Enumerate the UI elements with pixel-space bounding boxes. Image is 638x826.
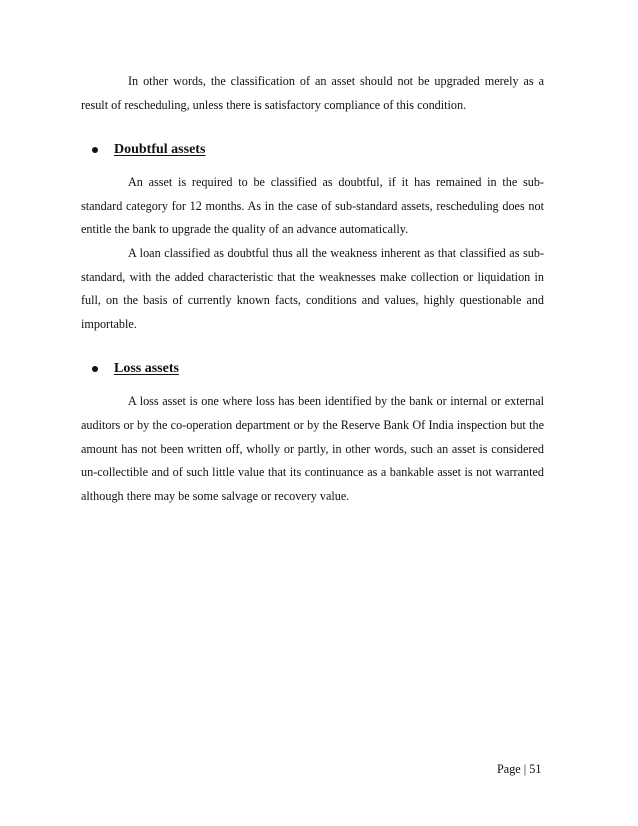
doubtful-paragraph-2: A loan classified as doubtful thus all the weakness inherent as that classified as sub-standard, with the added characteristic that the weaknesses make collection or liquidation in full, on the basis of currently known facts, conditions and values, highly questionable and importable. (81, 245, 544, 331)
doubtful-assets-title: Doubtful assets (114, 142, 206, 158)
page-number: Page | 51 (497, 762, 542, 776)
intro-paragraph: In other words, the classification of an asset should not be upgraded merely as a result of rescheduling, unless there is satisfactory compliance of this condition. (81, 74, 544, 112)
loss-assets-heading (81, 361, 544, 377)
bullet-icon (92, 147, 98, 153)
loss-paragraph-1: A loss asset is one where loss has been identified by the bank or internal or external auditors or by the co-operation department or by the Reserve Bank Of India inspection but the amount has not been written off, wholly or partly, in other words, such an asset is considered un-collectible and of such little value that its continuance as a bankable asset is not warranted although there may be some salvage or recovery value. (81, 394, 544, 503)
bullet-icon (92, 366, 98, 372)
page-body (81, 70, 544, 508)
doubtful-assets-heading (81, 142, 544, 158)
doubtful-paragraph-1: An asset is required to be classified as doubtful, if it has remained in the sub-standard category for 12 months. As in the case of sub-standard assets, rescheduling does not entitle the bank to upgrade the quality of an advance automatically. (81, 175, 544, 237)
loss-assets-title: Loss assets (114, 361, 179, 377)
